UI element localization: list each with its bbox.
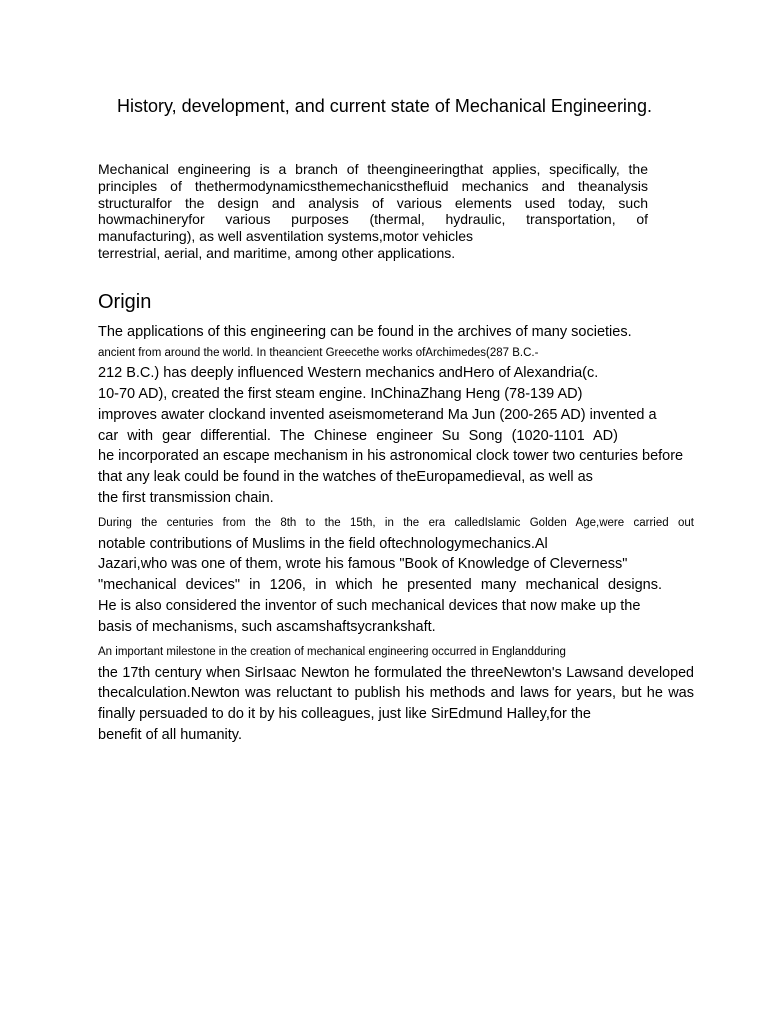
- intro-paragraph: [98, 161, 648, 262]
- text-line: structuralfor the design and analysis of various elements used today, such: [98, 194, 648, 211]
- section-heading-origin: Origin: [98, 291, 152, 313]
- text-line: thecalculation.Newton was reluctant to publish his methods and laws for years, but he was: [98, 685, 694, 702]
- text-line: he incorporated an escape mechanism in his astronomical clock tower two centuries before: [98, 448, 684, 465]
- text-line: "mechanical devices" in 1206, in which he presented many mechanical designs.: [98, 577, 662, 594]
- text-line: benefit of all humanity.: [98, 726, 243, 743]
- text-line: An important milestone in the creation of mechanical engineering occurred in Englandduring: [98, 646, 566, 658]
- origin-paragraph-3: [98, 642, 694, 746]
- text-line: Mechanical engineering is a branch of theengineeringthat applies, specifically, the: [98, 161, 648, 177]
- text-line: He is also considered the inventor of such mechanical devices that now make up the: [98, 597, 641, 614]
- text-line: the first transmission chain.: [98, 489, 274, 506]
- text-line: The applications of this engineering can be found in the archives of many societies.: [98, 324, 632, 340]
- text-line: notable contributions of Muslims in the field oftechnologymechanics.Al: [98, 535, 548, 552]
- origin-paragraph-2: [98, 513, 694, 637]
- text-line: the 17th century when SirIsaac Newton he formulated the threeNewton's Lawsand developed: [98, 664, 694, 681]
- text-line: Jazari,who was one of them, wrote his famous "Book of Knowledge of Cleverness": [98, 556, 628, 573]
- text-line: basis of mechanisms, such ascamshaftsycrankshaft.: [98, 618, 436, 635]
- text-line: terrestrial, aerial, and maritime, among other applications.: [98, 244, 456, 261]
- text-line: howmachineryfor various purposes (thermal, hydraulic, transportation, of: [98, 211, 648, 228]
- text-line: improves awater clockand invented aseismometerand Ma Jun (200-265 AD) invented a: [98, 406, 657, 423]
- document-title: History, development, and current state of Mechanical Engineering.: [117, 96, 652, 116]
- text-line: 212 B.C.) has deeply influenced Western mechanics andHero of Alexandria(c.: [98, 365, 599, 382]
- text-line: finally persuaded to do it by his colleagues, just like SirEdmund Halley,for the: [98, 706, 591, 723]
- text-line: that any leak could be found in the watches of theEuropamedieval, as well as: [98, 468, 593, 485]
- text-line: car with gear differential. The Chinese engineer Su Song (1020-1101 AD): [98, 427, 618, 444]
- text-line: ancient from around the world. In theancient Greecethe works ofArchimedes(287 B.C.-: [98, 346, 539, 359]
- text-line: principles of thethermodynamicsthemechanicsthefluid mechanics and theanalysis: [98, 177, 648, 194]
- text-line: During the centuries from the 8th to the 15th, in the era calledIslamic Golden Age,were carried out: [98, 517, 694, 529]
- text-line: manufacturing), as well asventilation systems,motor vehicles: [98, 228, 474, 245]
- text-line: 10-70 AD), created the first steam engine. InChinaZhang Heng (78-139 AD): [98, 386, 583, 403]
- origin-paragraph-1: [98, 322, 694, 508]
